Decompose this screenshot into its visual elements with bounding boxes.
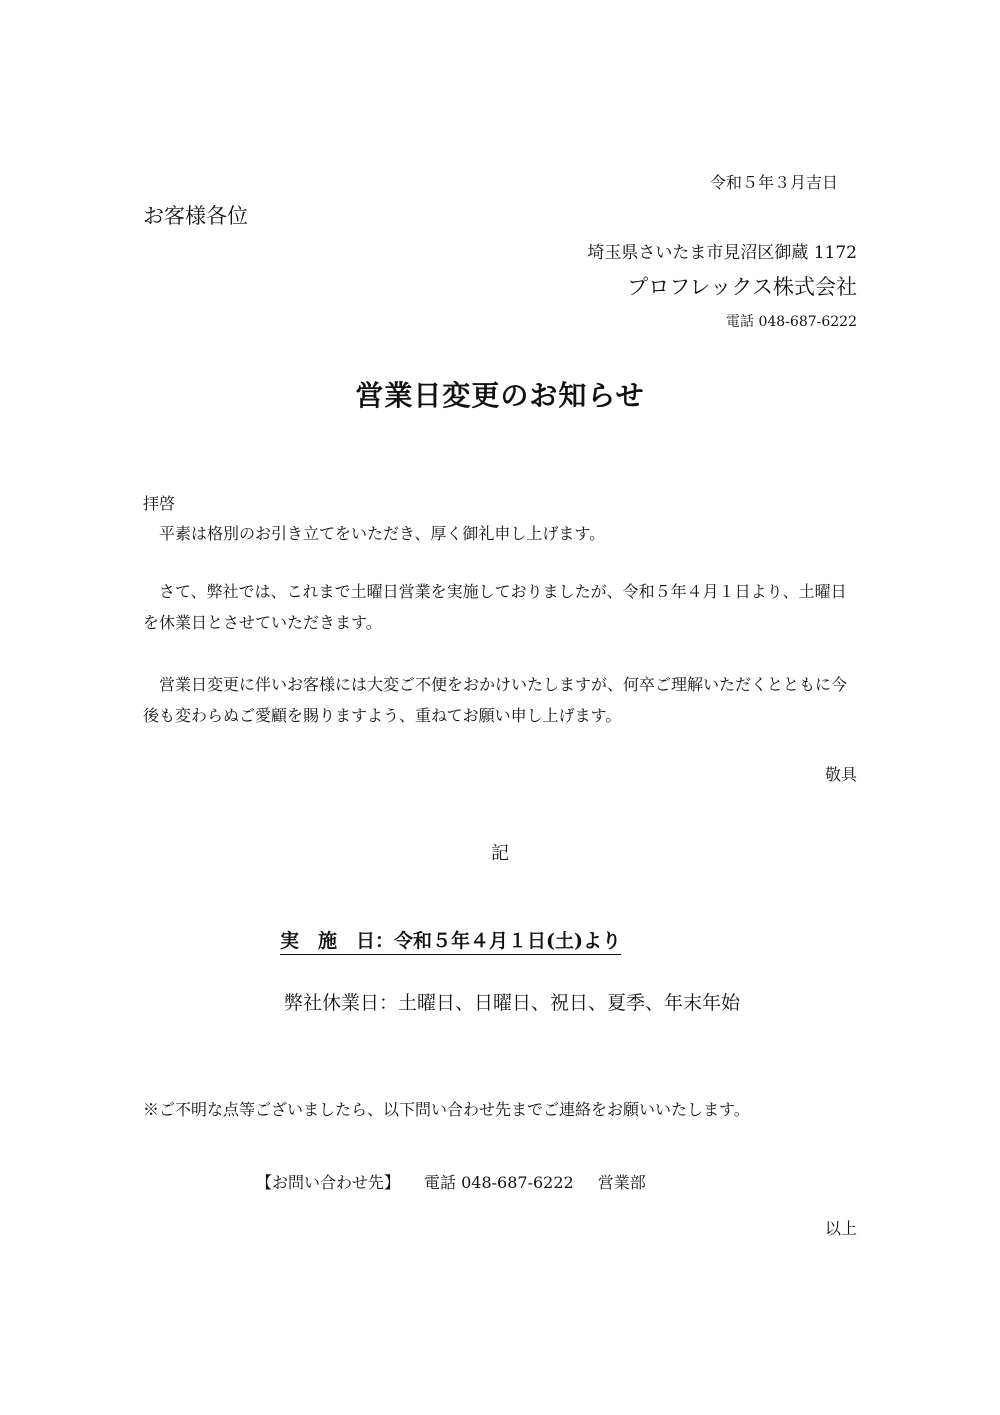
- inquiry-note: ※ご不明な点等ございましたら、以下問い合わせ先までご連絡をお願いいたします。: [143, 1100, 750, 1119]
- company-phone: 電話 048-687-6222: [726, 314, 857, 330]
- company-name: プロフレックス株式会社: [627, 275, 857, 299]
- addressee: お客様各位: [143, 204, 248, 228]
- contact-line: [256, 1170, 670, 1193]
- company-address: 埼玉県さいたま市見沼区御蔵 1172: [587, 243, 857, 263]
- salutation: 拝啓: [143, 494, 176, 513]
- implementation-date: 実 施 日：令和５年４月１日(土)より: [280, 926, 621, 955]
- details-heading: 記: [491, 843, 509, 864]
- company-holidays: 弊社休業日：土曜日、日曜日、祝日、夏季、年末年始: [284, 992, 741, 1014]
- contact-phone: 電話 048-687-6222: [424, 1173, 574, 1192]
- document-date: 令和５年３月吉日: [709, 173, 838, 192]
- body-paragraph-2: さて、弊社では、これまで土曜日営業を実施しておりましたが、令和５年４月１日より、土曜日を休業日とさせていただきます。: [143, 582, 847, 632]
- contact-label: 【お問い合わせ先】: [256, 1173, 401, 1192]
- contact-department: 営業部: [597, 1173, 646, 1192]
- body-paragraph-3: 営業日変更に伴いお客様には大変ご不便をおかけいたしますが、何卒ご理解いただくとともに今後も変わらぬご愛顧を賜りますよう、重ねてお願い申し上げます。: [143, 675, 848, 725]
- closing: 敬具: [824, 765, 857, 784]
- body-paragraph-1: 平素は格別のお引き立てをいただき、厚く御礼申し上げます。: [143, 524, 606, 543]
- document-title: 営業日変更のお知らせ: [355, 379, 645, 412]
- end-mark: 以上: [824, 1219, 857, 1238]
